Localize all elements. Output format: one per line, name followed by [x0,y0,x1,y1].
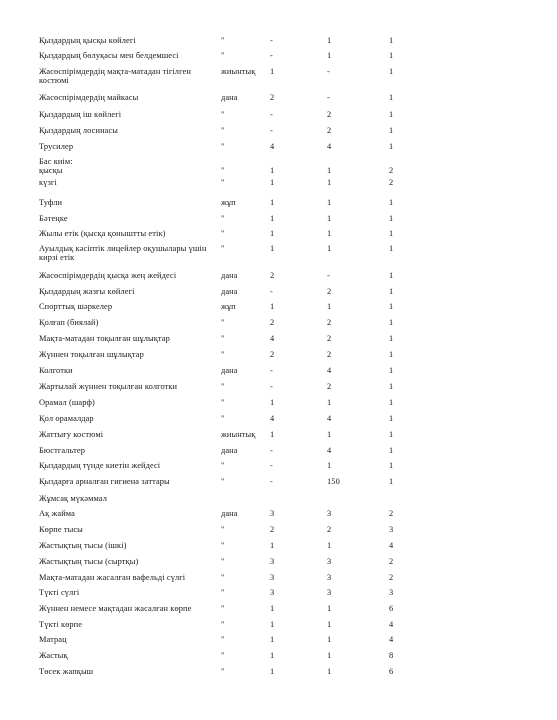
value-cell: - [270,110,273,119]
unit-cell: " [221,573,225,582]
value-cell: 1 [270,178,275,187]
value-cell: 1 [389,271,394,280]
unit-cell: " [221,525,225,534]
value-cell: 2 [270,525,275,534]
unit-cell: " [221,461,225,470]
item-name: Бюстгальтер [39,446,86,455]
unit-cell: " [221,126,225,135]
value-cell: 1 [389,334,394,343]
value-cell: 1 [270,198,275,207]
item-name: Жаттығу костюмі [39,430,104,439]
value-cell: 1 [389,382,394,391]
item-name: Қолғап (биялай) [39,318,99,327]
value-cell: 1 [327,214,332,223]
value-cell: 1 [270,541,275,550]
unit-cell: " [221,229,225,238]
value-cell: 2 [327,382,332,391]
value-cell: 8 [389,651,394,660]
value-cell: 4 [327,366,332,375]
unit-cell: " [221,541,225,550]
item-name: Жылы етік (қысқа қоныштты етік) [39,229,166,238]
item-name: Қыздардың лосинасы [39,126,119,135]
item-name: Төсек жапқыш [39,667,94,676]
value-cell: - [270,477,273,486]
value-cell: 3 [270,509,275,518]
unit-cell: дана [221,509,238,518]
unit-cell: " [221,620,225,629]
value-cell: 4 [327,446,332,455]
value-cell: 2 [389,509,394,518]
value-cell: 3 [270,573,275,582]
value-cell: 1 [389,198,394,207]
value-cell: 1 [270,166,275,175]
unit-cell: дана [221,271,238,280]
unit-cell: " [221,398,225,407]
unit-cell: " [221,382,225,391]
value-cell: 1 [389,36,394,45]
value-cell: - [270,382,273,391]
item-name: Жастық [39,651,68,660]
unit-cell: " [221,110,225,119]
value-cell: 1 [389,398,394,407]
value-cell: 3 [270,557,275,566]
value-cell: 1 [389,350,394,359]
item-name: Қыздардың қысқы көйлегі [39,36,136,45]
value-cell: 1 [389,430,394,439]
item-name: қысқы [39,166,63,175]
value-cell: - [327,93,330,102]
unit-cell: " [221,51,225,60]
unit-cell: жиынтық [221,67,256,76]
item-name: Қыздардың түнде киетін жейдесі [39,461,161,470]
value-cell: 2 [327,287,332,296]
value-cell: 4 [389,635,394,644]
value-cell: 1 [327,302,332,311]
item-name: Жасөспірімдердің қысқа жең жейдесі [39,271,177,280]
unit-cell: " [221,142,225,151]
value-cell: 1 [327,541,332,550]
unit-cell: дана [221,287,238,296]
value-cell: 4 [327,142,332,151]
value-cell: 2 [270,93,275,102]
value-cell: - [270,126,273,135]
item-name: Қыздарға арналған гигиена заттары [39,477,170,486]
value-cell: 4 [270,334,275,343]
unit-cell: жұп [221,198,236,207]
value-cell: 6 [389,604,394,613]
unit-cell: дана [221,446,238,455]
value-cell: 1 [327,620,332,629]
unit-cell: " [221,36,225,45]
unit-cell: " [221,414,225,423]
value-cell: 1 [389,366,394,375]
unit-cell: " [221,334,225,343]
unit-cell: " [221,588,225,597]
unit-cell: " [221,166,225,175]
value-cell: 3 [327,557,332,566]
value-cell: - [270,461,273,470]
value-cell: 1 [270,604,275,613]
value-cell: - [270,51,273,60]
value-cell: 1 [270,229,275,238]
value-cell: 2 [327,334,332,343]
value-cell: 2 [327,525,332,534]
value-cell: 1 [327,667,332,676]
value-cell: 3 [327,509,332,518]
unit-cell: " [221,651,225,660]
value-cell: 1 [270,430,275,439]
value-cell: 1 [389,446,394,455]
value-cell: 2 [270,271,275,280]
value-cell: 3 [389,588,394,597]
value-cell: - [270,446,273,455]
item-name: Ақ жайма [39,509,75,518]
unit-cell: " [221,667,225,676]
item-name: Жүннен тоқылған шұлықтар [39,350,144,359]
value-cell: 1 [327,461,332,470]
unit-cell: жұп [221,302,236,311]
value-cell: 1 [389,244,394,253]
value-cell: 1 [389,302,394,311]
value-cell: 1 [389,461,394,470]
item-name: Мақта-матадан тоқылған шұлықтар [39,334,170,343]
item-name: Қол орамалдар [39,414,94,423]
unit-cell: " [221,214,225,223]
unit-cell: дана [221,93,238,102]
unit-cell: " [221,178,225,187]
value-cell: 1 [389,229,394,238]
value-cell: 2 [270,318,275,327]
item-name: Колготки [39,366,73,375]
unit-cell: " [221,350,225,359]
unit-cell: " [221,604,225,613]
value-cell: - [270,366,273,375]
value-cell: 1 [389,142,394,151]
value-cell: 1 [270,651,275,660]
value-cell: 1 [270,302,275,311]
value-cell: 1 [327,229,332,238]
item-name: Жасөспірімдердің майкасы [39,93,139,102]
value-cell: 4 [270,414,275,423]
value-cell: - [270,287,273,296]
value-cell: 1 [389,477,394,486]
value-cell: 2 [327,126,332,135]
value-cell: 4 [389,541,394,550]
item-name: Жастықтың тысы (ішкі) [39,541,127,550]
value-cell: 1 [389,93,394,102]
value-cell: 1 [327,198,332,207]
item-name: күзгі [39,178,57,187]
item-name: Трусилер [39,142,74,151]
value-cell: 1 [327,51,332,60]
value-cell: 1 [327,635,332,644]
item-name: Жүннен немесе мақтадан жасалған көрпе [39,604,192,613]
value-cell: 1 [270,244,275,253]
value-cell: 1 [389,126,394,135]
value-cell: 1 [270,635,275,644]
unit-cell: " [221,477,225,486]
value-cell: 1 [389,110,394,119]
item-name: Қыздардың іш көйлегі [39,110,122,119]
value-cell: 1 [327,604,332,613]
item-name: Бас киім: [39,157,73,166]
value-cell: 1 [270,398,275,407]
value-cell: 4 [270,142,275,151]
value-cell: 6 [389,667,394,676]
value-cell: 2 [389,557,394,566]
value-cell: 150 [327,477,340,486]
value-cell: 1 [389,287,394,296]
value-cell: 3 [389,525,394,534]
value-cell: 2 [389,573,394,582]
value-cell: 2 [270,350,275,359]
item-name: Спорттық шәркелер [39,302,113,311]
item-name: Түкті көрпе [39,620,83,629]
item-name: Мақта-матадан жасалған вафельді сүлгі [39,573,186,582]
value-cell: 1 [389,318,394,327]
item-name: Орамал (шарф) [39,398,95,407]
item-name: Туфли [39,198,63,207]
value-cell: - [327,67,330,76]
value-cell: 1 [327,651,332,660]
value-cell: 2 [389,166,394,175]
value-cell: 2 [327,318,332,327]
value-cell: 2 [389,178,394,187]
unit-cell: " [221,244,225,253]
value-cell: 2 [327,110,332,119]
item-name: Жартылай жүннен тоқылған колготки [39,382,178,391]
value-cell: 3 [270,588,275,597]
value-cell: 1 [389,214,394,223]
value-cell: 1 [270,67,275,76]
item-name: Бәтеңке [39,214,68,223]
item-name: Матрац [39,635,67,644]
value-cell: 4 [389,620,394,629]
value-cell: 1 [389,51,394,60]
item-name: Жасөспірімдердің мақта-матадан тігілген костюмі [39,67,191,85]
value-cell: 2 [327,350,332,359]
item-name: Жұмсақ мүкәммал [39,494,107,503]
value-cell: 1 [270,667,275,676]
item-name: Жастықтың тысы (сыртқы) [39,557,139,566]
value-cell: 1 [270,214,275,223]
value-cell: - [327,271,330,280]
unit-cell: дана [221,366,238,375]
unit-cell: " [221,318,225,327]
unit-cell: жиынтық [221,430,256,439]
value-cell: 4 [327,414,332,423]
value-cell: 1 [327,430,332,439]
item-name: Қыздардың жазғы көйлегі [39,287,135,296]
value-cell: 1 [327,398,332,407]
unit-cell: " [221,635,225,644]
value-cell: 1 [327,36,332,45]
value-cell: 1 [389,67,394,76]
value-cell: 1 [327,166,332,175]
value-cell: 1 [327,244,332,253]
value-cell: 3 [327,588,332,597]
value-cell: - [270,36,273,45]
value-cell: 3 [327,573,332,582]
item-name: Қыздардың бөлуқасы мен белдемшесі [39,51,179,60]
item-name: Түкті сүлгі [39,588,80,597]
item-name: Көрпе тысы [39,525,83,534]
value-cell: 1 [327,178,332,187]
value-cell: 1 [389,414,394,423]
unit-cell: " [221,557,225,566]
item-name: Ауылдық кәсіптік лицейлер оқушылары үшін кирзі етік [39,244,207,262]
value-cell: 1 [270,620,275,629]
